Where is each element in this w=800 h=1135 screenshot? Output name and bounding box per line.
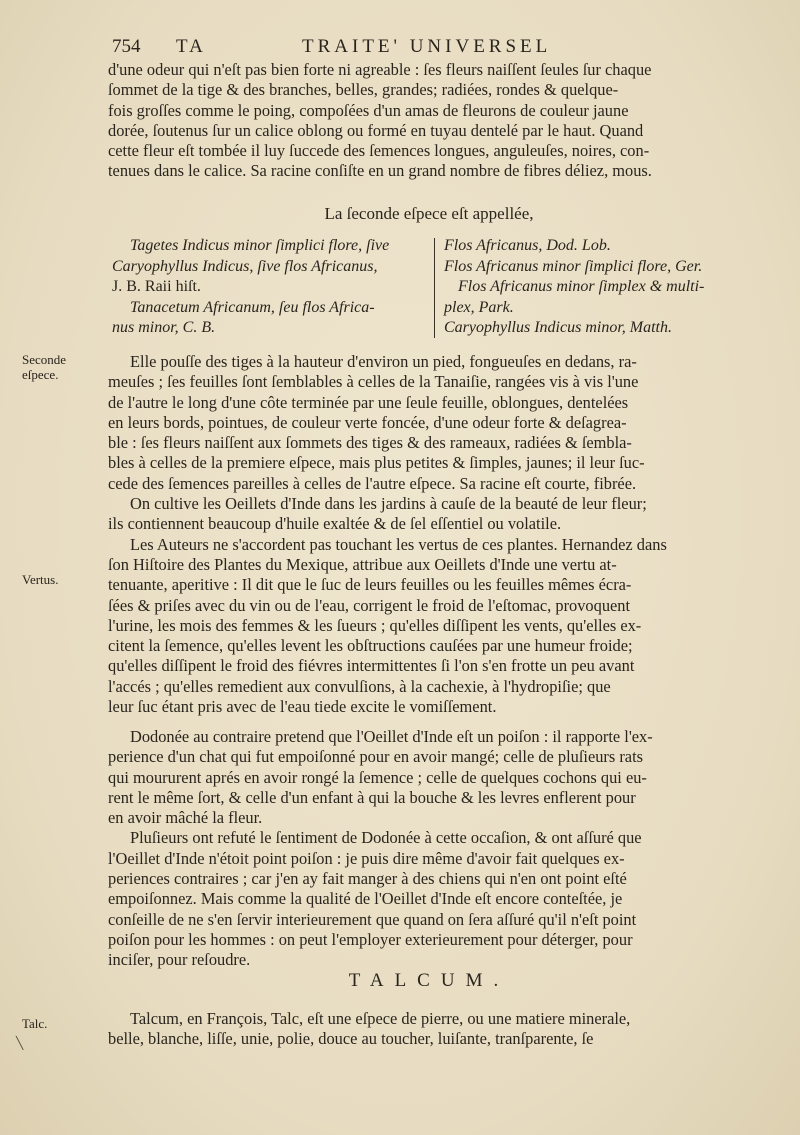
text-line: bles à celles de la premiere eſpece, mais plus petites & ſimples, jaunes; il leur ſuc- xyxy=(108,453,645,473)
text-line: citent la ſemence, qu'elles levent les obſtructions cauſées par une humeur froide; xyxy=(108,636,633,656)
section-title-talcum: TALCUM. xyxy=(348,970,510,991)
text-line: ſommet de la tige & des branches, belles, grandes; radiées, rondes & quelque- xyxy=(108,80,619,100)
running-title: TRAITE' UNIVERSEL xyxy=(302,36,552,57)
synonym-line: Caryophyllus Indicus, ſive flos Africanus, xyxy=(112,257,378,275)
text-line: Dodonée au contraire pretend que l'Oeillet d'Inde eſt un poiſon : il rapporte l'ex- xyxy=(130,727,653,746)
text-line: ils contiennent beaucoup d'huile exaltée & de ſel eſſentiel ou volatile. xyxy=(108,514,562,534)
text-line: belle, blanche, liſſe, unie, polie, douce au toucher, luiſante, tranſparente, ſe xyxy=(108,1029,594,1049)
text-line: inciſer, pour reſoudre. xyxy=(108,950,251,970)
talc-paragraph xyxy=(108,1009,750,1050)
text-line: meuſes ; ſes feuilles ſont ſemblables à celles de la Tanaiſie, rangées vis à vis l'une xyxy=(108,372,639,392)
synonym-line: plex, Park. xyxy=(444,298,514,316)
margin-mark: ╲ xyxy=(16,1036,24,1050)
margin-note-vertus: Vertus. xyxy=(22,572,59,587)
second-species-description xyxy=(108,352,750,717)
text-line: cede des ſemences pareilles à celles de l'autre eſpece. Sa racine eſt courte, fibrée. xyxy=(108,473,637,493)
running-header xyxy=(112,36,750,62)
text-line: periences contraires ; car j'en ay fait manger à des chiens qui n'en ont point eſté xyxy=(108,869,627,889)
synonym-line: Tagetes Indicus minor ſimplici flore, ſive xyxy=(130,237,390,254)
text-line: ble : ſes fleurs naiſſent aux ſommets des tiges & des rameaux, radiées & ſembla- xyxy=(108,433,632,453)
text-line: en avoir mâché la fleur. xyxy=(108,808,263,828)
text-line: perience d'un chat qui fut empoiſonné pour en avoir mangé; celle de pluſieurs rats xyxy=(108,747,644,767)
margin-note-line: Seconde xyxy=(22,352,67,367)
synonym-line: Flos Africanus, Dod. Lob. xyxy=(444,237,611,254)
column-divider xyxy=(434,238,435,338)
text-line: de l'autre le long d'une côte terminée par une ſeule feuille, oblongues, dentelées xyxy=(108,392,629,412)
text-line: l'accés ; qu'elles remedient aux convulſions, à la cachexie, à l'hydropiſie; que xyxy=(108,676,611,696)
text-line: leur ſuc étant pris avec de l'eau tiede excite le vomiſſement. xyxy=(108,697,497,717)
text-line: qu'elles diſſipent le froid des fiévres intermittentes ſi l'on s'en frotte un peu avant xyxy=(108,656,635,676)
synonym-line: nus minor, C. B. xyxy=(112,319,216,336)
margin-note-line: eſpece. xyxy=(22,367,59,382)
synonym-line: Caryophyllus Indicus minor, Matth. xyxy=(444,319,672,336)
synonym-table xyxy=(112,236,752,346)
text-line: Elle pouſſe des tiges à la hauteur d'environ un pied, fongueuſes en dedans, ra- xyxy=(130,352,637,371)
intro-paragraph xyxy=(108,60,750,182)
dodonee-paragraphs xyxy=(108,727,750,971)
synonym-column-right xyxy=(444,236,754,339)
text-line: empoiſonnez. Mais comme la qualité de l'Oeillet d'Inde eſt encore conteſtée, je xyxy=(108,889,623,909)
text-line: en leurs bords, pointues, de couleur verte foncée, d'une odeur forte & deſagrea- xyxy=(108,412,627,432)
text-line: fois groſſes comme le poing, compoſées d'un amas de fleurons de couleur jaune xyxy=(108,100,629,120)
text-line: poiſon pour les hommes : on peut l'employer exterieurement pour déterger, pour xyxy=(108,929,633,949)
text-line: rent le même ſort, & celle d'un enfant à qui la bouche & les levres enflerent pour xyxy=(108,787,636,807)
text-line: ſon Hiſtoire des Plantes du Mexique, attribue aux Oeillets d'Inde une vertu at- xyxy=(108,554,617,574)
page-number: 754 xyxy=(112,36,141,57)
text-line: Pluſieurs ont refuté le ſentiment de Dodonée à cette occaſion, & ont aſſuré que xyxy=(130,828,642,848)
synonym-line: Tanacetum Africanum, ſeu flos Africa- xyxy=(130,298,375,316)
text-line: qui moururent aprés en avoir rongé la ſemence ; celle de quelques cochons qui eu- xyxy=(108,767,647,787)
text-line: conſeille de ne s'en ſervir interieurement que quand on ſera aſſuré qu'il n'eſt point xyxy=(108,909,637,929)
text-line: Talcum, en François, Talc, eſt une eſpece de pierre, ou une matiere minerale, xyxy=(130,1009,631,1028)
second-species-intro: La ſeconde eſpece eſt appellée, xyxy=(324,204,534,223)
synonym-column-left xyxy=(112,236,430,339)
text-line: Les Auteurs ne s'accordent pas touchant les vertus de ces plantes. Hernandez dans xyxy=(130,534,667,554)
text-line: ſées & priſes avec du vin ou de l'eau, corrigent le froid de l'eſtomac, provoquent xyxy=(108,595,631,615)
text-line: cette fleur eſt tombée il luy ſuccede des ſemences longues, anguleuſes, noires, con- xyxy=(108,141,650,161)
text-line: d'une odeur qui n'eſt pas bien forte ni agreable : ſes fleurs naiſſent ſeules ſur chaque xyxy=(108,60,652,79)
text-line: l'Oeillet d'Inde n'étoit point poiſon : je puis dire même d'avoir fait quelques ex- xyxy=(108,848,625,868)
section-letters: TA xyxy=(176,36,206,57)
synonym-line: Flos Africanus minor ſimplex & multi- xyxy=(458,278,705,295)
text-line: dorée, ſoutenus ſur un calice oblong ou formé en tuyau dentelé par le haut. Quand xyxy=(108,120,644,140)
text-line: tenues dans le calice. Sa racine conſiſte en un grand nombre de fibres déliez, mous. xyxy=(108,161,652,181)
text-line: l'urine, les mois des femmes & les ſueurs ; qu'elles diſſipent les vents, qu'elles ex- xyxy=(108,615,642,635)
margin-note-talc: Talc. xyxy=(22,1016,48,1031)
synonym-line: J. B. Raii hiſt. xyxy=(112,278,201,295)
text-line: tenuante, aperitive : Il dit que le ſuc de leurs feuilles ou les feuilles mêmes écra- xyxy=(108,575,632,595)
text-line: On cultive les Oeillets d'Inde dans les jardins à cauſe de la beauté de leur fleur; xyxy=(130,494,647,514)
margin-note-seconde-espece xyxy=(22,352,102,382)
synonym-line: Flos Africanus minor ſimplici flore, Ger. xyxy=(444,257,703,275)
